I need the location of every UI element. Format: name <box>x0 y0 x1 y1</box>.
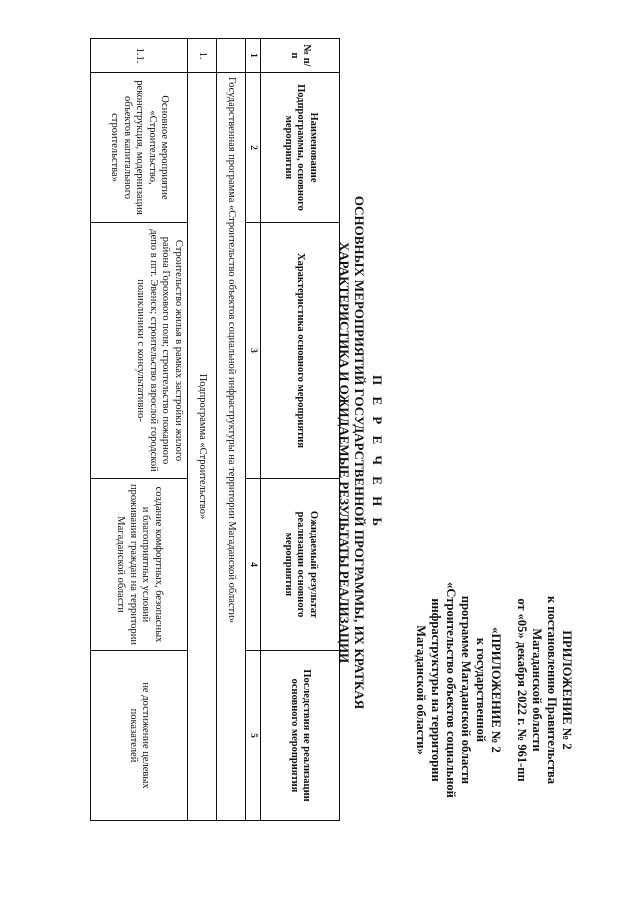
row-number: 1.1. <box>91 39 188 73</box>
header-consequence: Последствия не реализации основного мероприятия <box>261 651 340 821</box>
column-number: 1 <box>246 39 261 73</box>
document-title <box>337 30 385 875</box>
program-title: Государственная программа «Строительство объектов социальной инфраструктуры на территории Магаданской области» <box>217 73 246 821</box>
measures-table <box>90 38 340 821</box>
header-characteristic: Характеристика основного мероприятия <box>261 223 340 479</box>
appendix-line: от «05» декабря 2022 г. № 961-пп <box>515 598 529 782</box>
row-consequence: не достижение целевых показателей <box>91 651 188 821</box>
table-header-row <box>261 39 340 821</box>
title-line-3: ХАРАКТЕРИСТИКА И ОЖИДАЕМЫЕ РЕЗУЛЬТАТЫ РЕАЛИЗАЦИИ <box>337 241 352 664</box>
row-characteristic: Строительство жилья в рамках застройки жилого района Горохового поля; строительство пожарного депо в пгт. Эвенск; строительство взрослой городской поликлиники с консультативно- <box>91 223 188 479</box>
title-perechen: П Е Р Е Ч Е Н Ь <box>370 374 385 531</box>
column-number: 5 <box>246 651 261 821</box>
subprogram-row <box>188 39 217 821</box>
column-number-row <box>246 39 261 821</box>
column-number: 4 <box>246 479 261 651</box>
program-row <box>217 39 246 821</box>
column-number: 2 <box>246 73 261 223</box>
title-line-2: ОСНОВНЫХ МЕРОПРИЯТИЙ ГОСУДАРСТВЕННОЙ ПРОГРАММЫ, ИХ КРАТКАЯ <box>352 195 367 710</box>
program-appendix-line: программе Магаданской области <box>459 595 473 785</box>
row-name: Основное мероприятие «Строительство, реконструкция, модернизация объектов капитального строительства» <box>91 73 188 223</box>
table-row <box>91 39 188 821</box>
row-result: создание комфортных, безопасных и благоприятных условий проживания граждан на территории Магаданской области <box>91 479 188 651</box>
subprogram-number: 1. <box>188 39 217 73</box>
appendix-line: ПРИЛОЖЕНИЕ № 2 <box>560 630 574 750</box>
program-appendix-line: «Строительство объектов социальной <box>444 582 458 798</box>
appendix-block <box>413 540 574 840</box>
program-appendix-line: инфраструктуры на территории <box>429 598 443 782</box>
appendix-line: к постановлению Правительства <box>545 595 559 785</box>
header-name: Наименование Подпрограммы, основного мероприятия <box>261 73 340 223</box>
header-result: Ожидаемый результат реализации основного мероприятия <box>261 479 340 651</box>
program-number-cell <box>217 39 246 73</box>
header-number: № п/п <box>261 39 340 73</box>
subprogram-title: Подпрограмма «Строительство» <box>188 73 217 821</box>
program-appendix-line: «ПРИЛОЖЕНИЕ № 2 <box>489 627 503 753</box>
program-appendix-line: к государственной <box>474 637 488 743</box>
column-number: 3 <box>246 223 261 479</box>
program-appendix-line: Магаданской области» <box>414 625 428 755</box>
appendix-line: Магаданской области <box>530 628 544 752</box>
